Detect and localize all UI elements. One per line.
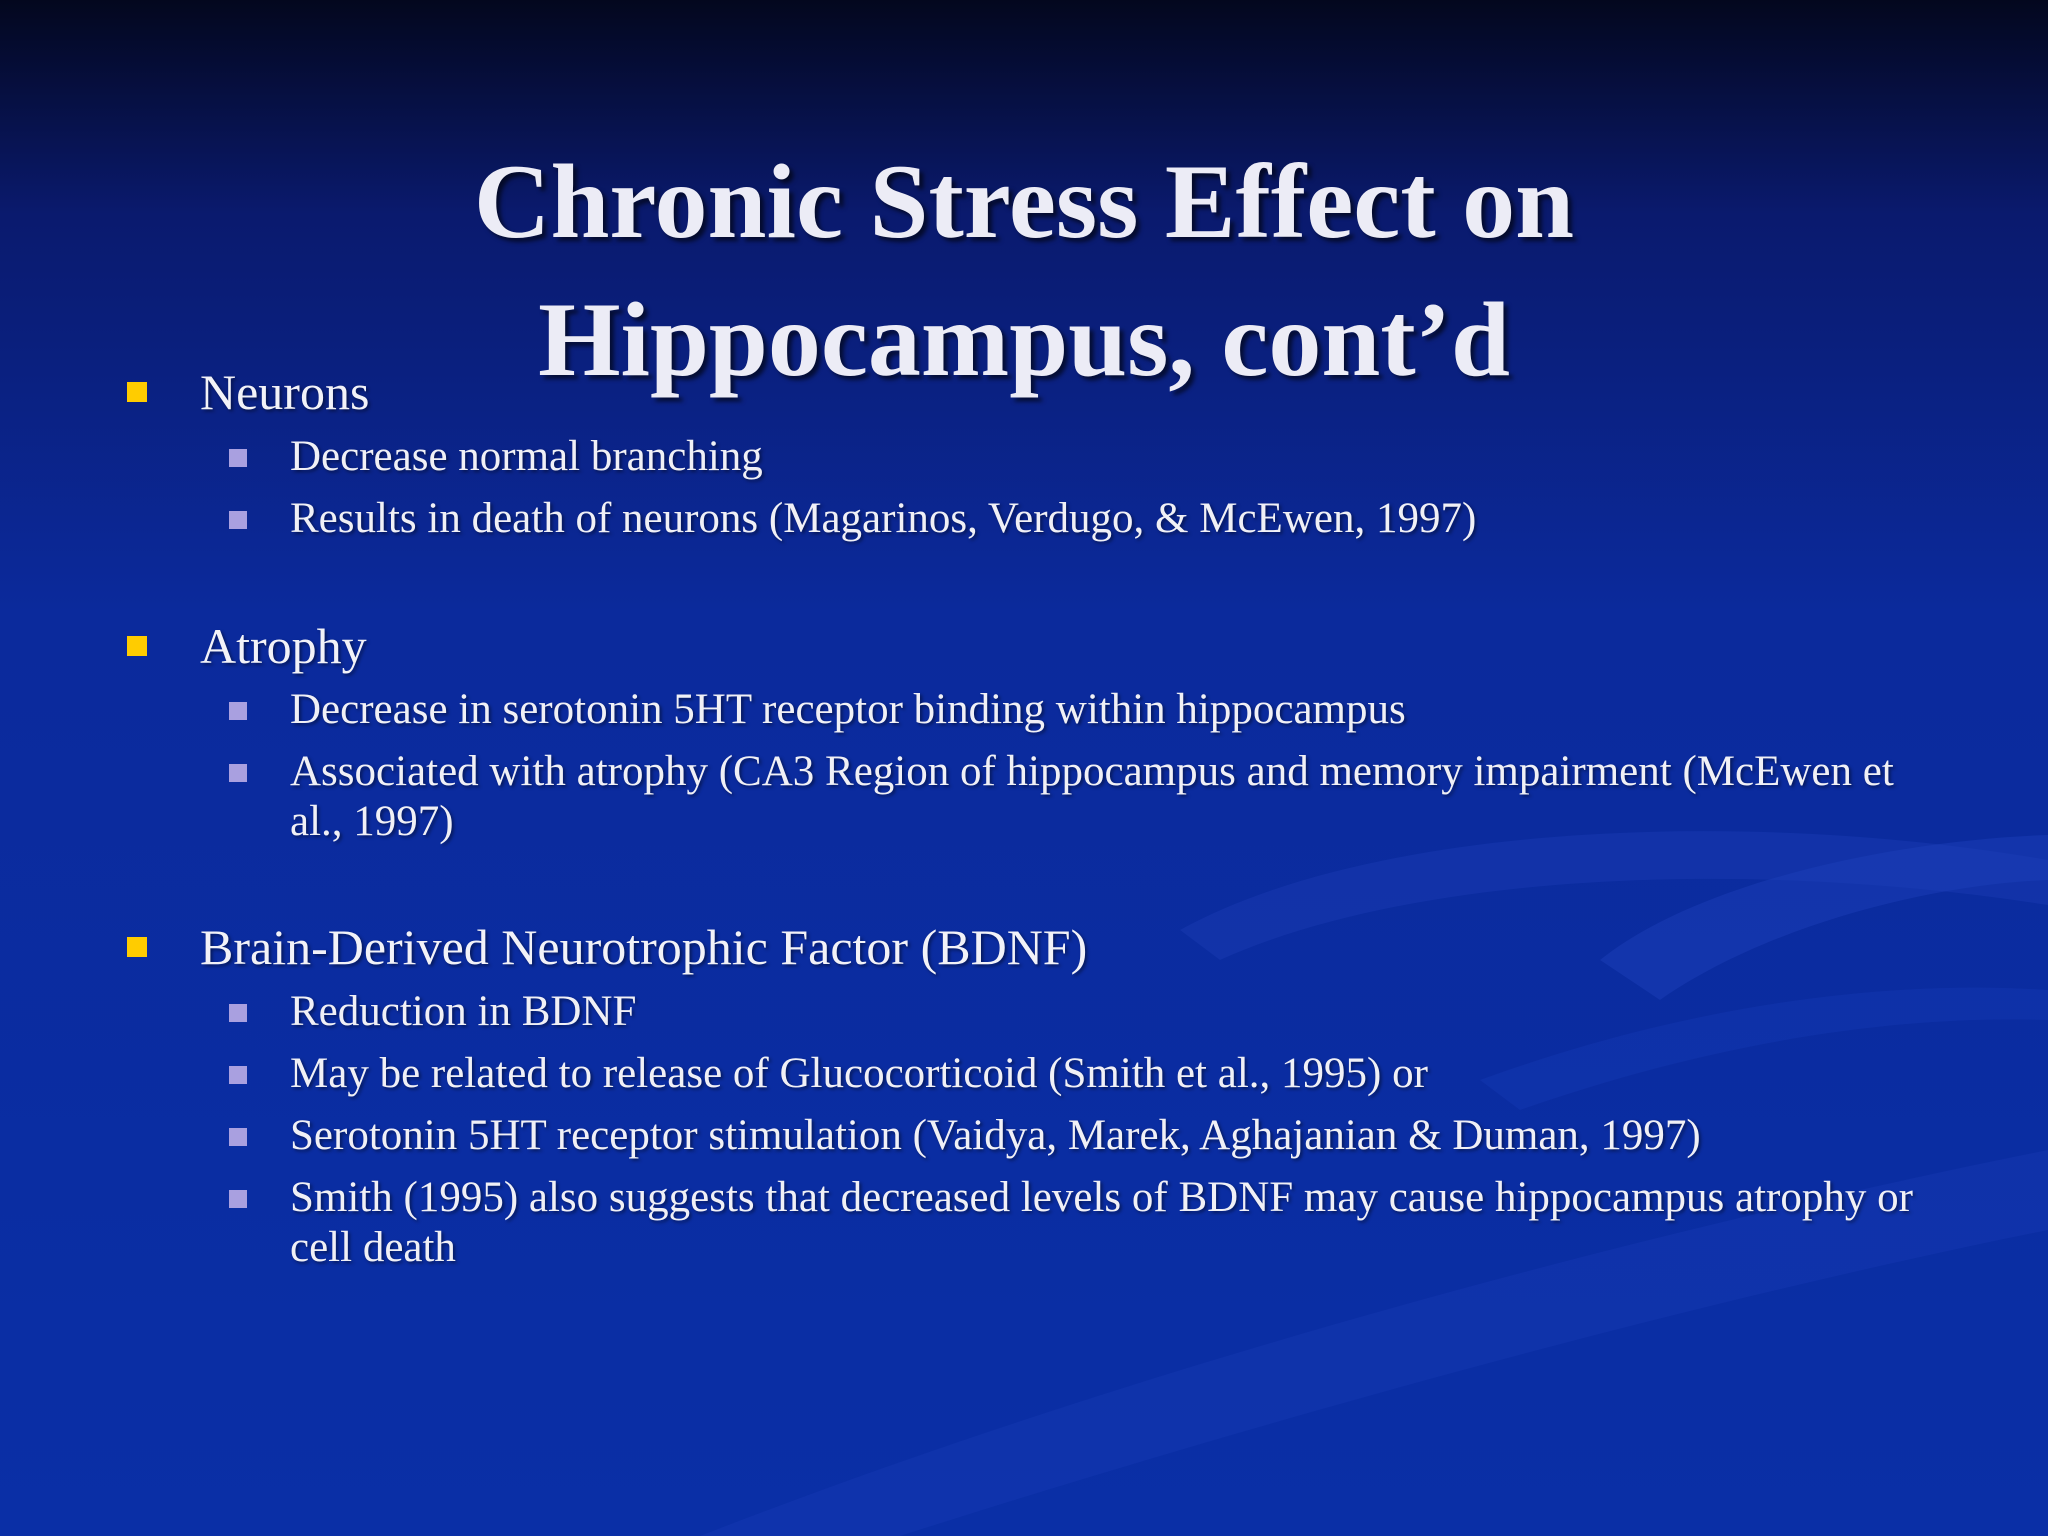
list-item: Smith (1995) also suggests that decreased levels of BDNF may cause hippocampus atrophy or cell death xyxy=(290,1174,1913,1271)
square-bullet-icon xyxy=(127,636,147,656)
slide-title-line-1: Chronic Stress Effect on xyxy=(473,143,1575,261)
square-bullet-icon xyxy=(229,449,247,467)
slide-title-line-2: Hippocampus, cont’d xyxy=(538,281,1510,399)
square-bullet-icon xyxy=(127,937,147,957)
section-heading-atrophy: Atrophy xyxy=(200,618,367,674)
list-item: Reduction in BDNF xyxy=(290,988,637,1035)
list-item: Decrease normal branching xyxy=(290,433,763,480)
square-bullet-icon xyxy=(229,764,247,782)
list-item: Associated with atrophy (CA3 Region of hippocampus and memory impairment (McEwen et al., 1997) xyxy=(290,748,1894,845)
section-heading-neurons: Neurons xyxy=(200,364,370,420)
square-bullet-icon xyxy=(229,1128,247,1146)
square-bullet-icon xyxy=(229,511,247,529)
square-bullet-icon xyxy=(229,1004,247,1022)
square-bullet-icon xyxy=(229,1190,247,1208)
list-item: Serotonin 5HT receptor stimulation (Vaidya, Marek, Aghajanian & Duman, 1997) xyxy=(290,1112,1701,1159)
list-item: Decrease in serotonin 5HT receptor binding within hippocampus xyxy=(290,686,1406,733)
list-item: May be related to release of Glucocorticoid (Smith et al., 1995) or xyxy=(290,1050,1428,1097)
section-heading-bdnf: Brain-Derived Neurotrophic Factor (BDNF) xyxy=(200,919,1088,975)
list-item: Results in death of neurons (Magarinos, Verdugo, & McEwen, 1997) xyxy=(290,495,1477,542)
square-bullet-icon xyxy=(229,702,247,720)
square-bullet-icon xyxy=(229,1066,247,1084)
square-bullet-icon xyxy=(127,382,147,402)
